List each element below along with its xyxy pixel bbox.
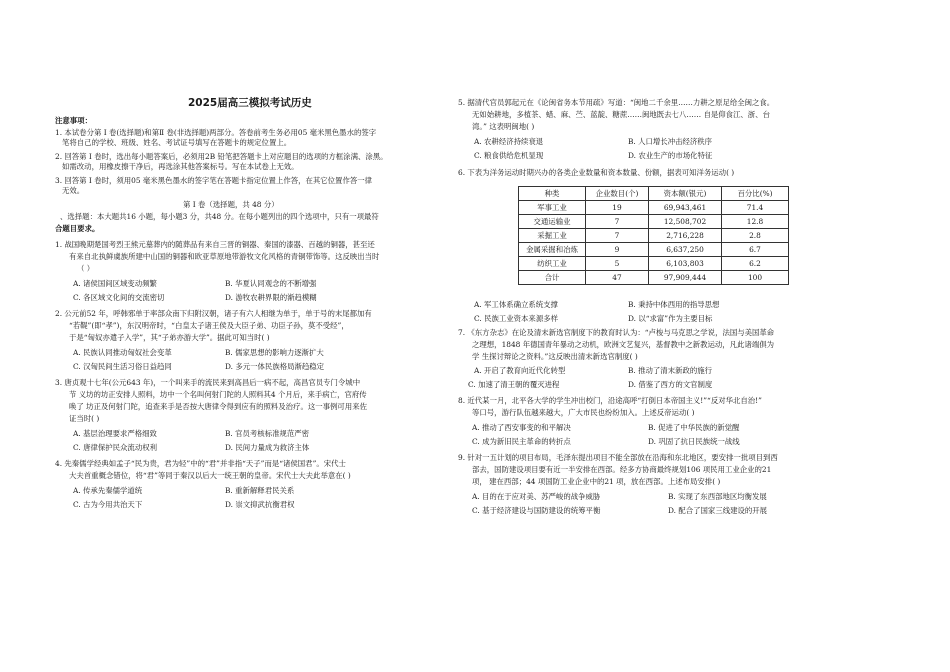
option-a[interactable]: A. 传承先秦儒学道统 [73, 486, 143, 495]
table-cell: 6,103,803 [649, 257, 722, 271]
table-cell: 合计 [519, 271, 586, 285]
option-c[interactable]: C. 民族工业资本来源多样 [474, 314, 558, 323]
option-a[interactable]: A. 军工体系确立系统支撑 [474, 300, 558, 309]
option-d[interactable]: D. 崇文抑武抗衡君权 [225, 500, 295, 509]
notice-line: 笔将自己的学校、班级、姓名、考试证号填写在答题卡的规定位置上。 [62, 138, 292, 147]
notice-line: 如需改动，用橡皮擦干净后，再选涂其他答案标号。写在本试卷上无效。 [62, 162, 299, 171]
notice-line: 3. 回答第 I 卷时，须用05 毫米黑色墨水的签字笔在答题卡指定位置上作答，在其它位置作答一律 [55, 176, 373, 185]
question-stem: 无如始耕地，多植茶、蜡、麻、苎、蓝靛、糖蔗……闽地既去七八…… 自是仰食江、浙、台 [472, 110, 770, 119]
question-stem: 部去，国防建设项目要有近一半安排在西部。经多方协商最终规划106 项民用工业企业的21 [472, 465, 772, 474]
question-stem: 9. 针对一五计划的项目布局，毛泽东提出项目不能全部放在沿海和东北地区，要安排一批项目到西 [458, 453, 778, 462]
question-stem: 唤了 坊正及何射门陀，追查来手是否按大唐律令得到应有的照料及治疗。这一事例可用来佐 [69, 402, 367, 411]
table-row [519, 271, 789, 285]
question-stem: 5. 据清代官员郭起元在《论闽省务本节用疏》写道：“闽地二千余里……力耕之原足给全闽之食。 [458, 98, 775, 107]
table-cell: 2,716,228 [649, 229, 722, 243]
table-header: 百分比(%) [722, 187, 789, 201]
table-cell: 7 [586, 229, 649, 243]
table-cell: 100 [722, 271, 789, 285]
option-a[interactable]: A. 民族认同推动匈奴社会变革 [73, 348, 172, 357]
option-a[interactable]: A. 基层治理要求严格细致 [73, 429, 157, 438]
option-a[interactable]: A. 诸侯国间区域变动频繁 [73, 279, 157, 288]
question-stem: 有来自北执鲜虞族所建中山国的铜器和欧亚草原地带游牧文化风格的青铜带饰等。这反映出当时 [69, 252, 380, 261]
table-cell: 6.2 [722, 257, 789, 271]
table-cell: 47 [586, 271, 649, 285]
table-header-row [519, 187, 789, 201]
section-title: 第 I 卷（选择题，共 48 分） [183, 200, 279, 209]
table-row [519, 201, 789, 215]
table-row [519, 243, 789, 257]
table-cell: 纺织工业 [519, 257, 586, 271]
option-d[interactable]: D. 以“求富”作为主要目标 [628, 314, 713, 323]
table-cell: 9 [586, 243, 649, 257]
option-c[interactable]: C. 各区域文化间的交流密切 [73, 293, 165, 302]
question-stem: 学 生探讨辩论之资料。”这反映出清末新选官制度( ) [472, 352, 638, 361]
option-b[interactable]: B. 人口增长冲击经济秩序 [628, 137, 713, 146]
option-b[interactable]: B. 重新解释君民关系 [225, 486, 295, 495]
question-stem: 8. 近代某一月，北平各大学的学生冲出校门，沿途高呼“打倒日本帝国主义!”“反对华北自治!” [458, 396, 762, 405]
section-instruction: 合题目要求。 [55, 224, 100, 233]
option-c[interactable]: C. 加速了清王朝的覆灭进程 [468, 380, 560, 389]
question-stem: 证当时( ) [69, 414, 100, 423]
question-stem: 1. 战国晚期楚国考烈王熊元墓葬内的随葬品有来自三晋的铜器、秦国的漆器、百越的铜器，甚至还 [55, 240, 375, 249]
page-title: 2025届高三模拟考试历史 [188, 97, 312, 109]
question-stem: 之理想，1848 年德国青年暴动之动机，欧洲文艺复兴，基督教中之新教运动，凡此诸端俱为 [472, 340, 775, 349]
option-a[interactable]: A. 目的在于应对美、苏严峻的战争威胁 [472, 492, 601, 501]
option-d[interactable]: D. 游牧农耕界限的渐趋模糊 [225, 293, 317, 302]
option-c[interactable]: C. 粮食供给危机显现 [474, 151, 544, 160]
question-stem: 湾。” 这表明闽地( ) [472, 122, 535, 131]
option-a[interactable]: A. 开启了教育向近代化转型 [474, 366, 566, 375]
option-b[interactable]: B. 秉持中体西用的指导思想 [628, 300, 720, 309]
option-b[interactable]: B. 华夏认同观念的不断增强 [225, 279, 317, 288]
question-stem: 6. 下表为洋务运动时期兴办的各类企业数量和资本数量、份额，据表可知洋务运动( ) [458, 168, 735, 177]
notice-heading: 注意事项： [55, 116, 92, 125]
option-c[interactable]: C. 古为今用共治天下 [73, 500, 143, 509]
option-b[interactable]: B. 促进了中华民族的新觉醒 [648, 423, 740, 432]
question-stem: 于是“匈奴亦遣子入学”，其“子弟亦游大学”。据此可知当时( ) [69, 333, 270, 342]
option-c[interactable]: C. 基于经济建设与国防建设的统筹平衡 [472, 506, 601, 515]
option-c[interactable]: C. 汉匈民间生活习俗日益趋同 [73, 362, 172, 371]
table-row [519, 215, 789, 229]
table-cell: 6.7 [722, 243, 789, 257]
table-cell: 19 [586, 201, 649, 215]
option-d[interactable]: D. 借鉴了西方的文官制度 [628, 380, 713, 389]
table-header: 资本额(银元) [649, 187, 722, 201]
question-stem: 等口号，游行队伍越来越大，广大市民也纷纷加入。上述反帝运动( ) [472, 408, 695, 417]
table-cell: 5 [586, 257, 649, 271]
question-stem: “若鞮”(即“孝”)，东汉明帝时，“白皇太子诸王侯及大臣子弟、功臣子孙，莫不受经”， [69, 321, 349, 330]
option-c[interactable]: C. 唐律保护民众流动权利 [73, 443, 157, 452]
question-stem: 3. 唐贞观十七年(公元643 年)，一个叫来手的流民来到高昌后一病不起，高昌官员专门令城中 [55, 378, 361, 387]
option-a[interactable]: A. 农耕经济持续衰退 [474, 137, 544, 146]
option-b[interactable]: B. 推动了清末新政的施行 [628, 366, 713, 375]
table-cell: 6,637,250 [649, 243, 722, 257]
question-stem: （ ） [77, 264, 95, 273]
table-cell: 71.4 [722, 201, 789, 215]
table-cell: 12.8 [722, 215, 789, 229]
option-b[interactable]: B. 官员考核标准规范严密 [225, 429, 310, 438]
question-stem: 项， 建在西部；44 项国防工业企业中的21 项，放在西部。上述布局安排( ) [472, 477, 721, 486]
table-cell: 金属采掘和冶炼 [519, 243, 586, 257]
option-d[interactable]: D. 巩固了抗日民族统一战线 [648, 437, 740, 446]
table-cell: 69,943,461 [649, 201, 722, 215]
option-d[interactable]: D. 农业生产的市场化特征 [628, 151, 713, 160]
question-stem: 2. 公元前52 年，呼韩邪单于率部众南下归附汉朝，诸子有六人相继为单于，单于号的末尾都加有 [55, 309, 372, 318]
table-cell: 采掘工业 [519, 229, 586, 243]
section-instruction: 、选择题：本大题共16 小题，每小题3 分，共48 分。在每小题列出的四个选项中，只有一项最符 [60, 212, 379, 221]
option-d[interactable]: D. 配合了国家三线建设的开展 [668, 506, 768, 515]
table-row [519, 257, 789, 271]
enterprise-table [518, 186, 789, 285]
question-stem: 4. 先秦儒学经典如孟子“民为贵，君为轻”中的“君”并非指“天子”而是“诸侯国君”。宋代士 [55, 459, 346, 468]
table-cell: 97,909,444 [649, 271, 722, 285]
table-row [519, 229, 789, 243]
question-stem: 节 义坊的坊正安排人照料，坊中一个名叫何射门陀的人照料其4 个月后，来手病亡，官府传 [69, 390, 367, 399]
option-d[interactable]: D. 民间力量成为救济主体 [225, 443, 310, 452]
option-d[interactable]: D. 多元一体民族格局渐趋稳定 [225, 362, 325, 371]
notice-line: 1. 本试卷分第 I 卷(选择题)和第Ⅱ 卷(非选择题)两部分。答卷前考生务必用05 毫米黑色墨水的签字 [55, 128, 377, 137]
table-cell: 军事工业 [519, 201, 586, 215]
notice-line: 无效。 [62, 186, 85, 195]
table-cell: 交通运输业 [519, 215, 586, 229]
notice-line: 2. 回答第 I 卷时，选出每小题答案后，必须用2B 铅笔把答题卡上对应题目的选项的方框涂满、涂黑。 [55, 152, 388, 161]
table-cell: 2.8 [722, 229, 789, 243]
option-b[interactable]: B. 儒家思想的影响力逐渐扩大 [225, 348, 324, 357]
question-stem: 7. 《东方杂志》在论及清末新选官制度下的教育时认为：“卢梭与马克思之学说，法国与美国革命 [458, 328, 775, 337]
option-c[interactable]: C. 成为新旧民主革命的转折点 [472, 437, 571, 446]
table-header: 种类 [519, 187, 586, 201]
question-stem: 大夫首重概念错位，将“君”等同于秦汉以后大一统王朝的皇帝。宋代士大夫此举意在( ) [69, 471, 351, 480]
option-a[interactable]: A. 推动了西安事变的和平解决 [472, 423, 571, 432]
table-header: 企业数目(个) [586, 187, 649, 201]
option-b[interactable]: B. 实现了东西部地区均衡发展 [668, 492, 767, 501]
table-cell: 7 [586, 215, 649, 229]
table-cell: 12,508,702 [649, 215, 722, 229]
